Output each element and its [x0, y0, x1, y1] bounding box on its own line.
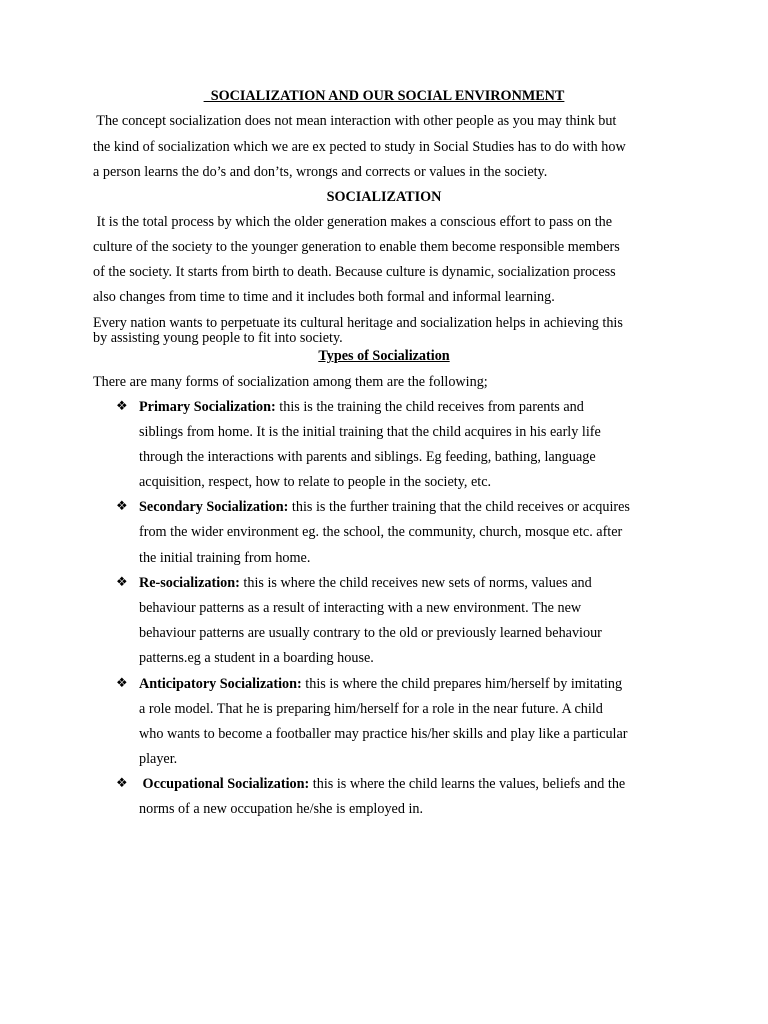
type-description-line: the initial training from home. [139, 550, 311, 566]
type-description-line: a role model. That he is preparing him/herself for a role in the near future. A child [139, 701, 603, 717]
diamond-bullet-icon: ❖ [116, 575, 128, 590]
type-description: this is the training the child receives from parents and [275, 399, 584, 415]
nation-line: Every nation wants to perpetuate its cultural heritage and socialization helps in achieving this [93, 315, 623, 331]
type-term: Re-socialization: [139, 575, 240, 591]
type-description-line: acquisition, respect, how to relate to people in the society, etc. [139, 474, 492, 490]
definition-line: of the society. It starts from birth to death. Because culture is dynamic, socialization process [93, 264, 616, 280]
type-description: this is the further training that the child receives or acquires [288, 499, 630, 515]
definition-line: culture of the society to the younger generation to enable them become responsible members [93, 239, 620, 255]
intro-line: The concept socialization does not mean interaction with other people as you may think but [93, 113, 617, 129]
type-description: this is where the child prepares him/herself by imitating [301, 676, 623, 692]
diamond-bullet-icon: ❖ [116, 776, 128, 791]
type-term: Anticipatory Socialization: [139, 676, 302, 692]
type-description-line: through the interactions with parents and siblings. Eg feeding, bathing, language [139, 449, 596, 465]
type-term: Occupational Socialization: [139, 776, 310, 792]
type-description-line: patterns.eg a student in a boarding house. [139, 650, 374, 666]
list-item [139, 675, 622, 693]
type-description: this is where the child receives new sets of norms, values and [239, 575, 592, 591]
type-description-line: behaviour patterns are usually contrary to the old or previously learned behaviour [139, 625, 602, 641]
types-intro: There are many forms of socialization among them are the following; [93, 374, 488, 390]
type-description-line: player. [139, 751, 178, 767]
diamond-bullet-icon: ❖ [116, 676, 128, 691]
list-item [139, 498, 630, 516]
type-description-line: norms of a new occupation he/she is employed in. [139, 801, 424, 817]
nation-line: by assisting young people to fit into society. [93, 330, 343, 346]
document-title: SOCIALIZATION AND OUR SOCIAL ENVIRONMENT [203, 88, 565, 104]
type-term: Primary Socialization: [139, 399, 276, 415]
type-description-line: from the wider environment eg. the school, the community, church, mosque etc. after [139, 524, 623, 540]
definition-line: also changes from time to time and it includes both formal and informal learning. [93, 289, 555, 305]
types-heading: Types of Socialization [318, 348, 450, 364]
intro-line: the kind of socialization which we are ex pected to study in Social Studies has to do with how [93, 139, 626, 155]
diamond-bullet-icon: ❖ [116, 499, 128, 514]
intro-line: a person learns the do’s and don’ts, wrongs and corrects or values in the society. [93, 164, 548, 180]
list-item [139, 574, 592, 592]
list-item [139, 775, 625, 793]
definition-line: It is the total process by which the older generation makes a conscious effort to pass on the [93, 214, 613, 230]
type-description-line: behaviour patterns as a result of interacting with a new environment. The new [139, 600, 582, 616]
diamond-bullet-icon: ❖ [116, 399, 128, 414]
type-description: this is where the child learns the values, beliefs and the [309, 776, 626, 792]
list-item [139, 398, 584, 416]
type-description-line: who wants to become a footballer may practice his/her skills and play like a particular [139, 726, 628, 742]
type-description-line: siblings from home. It is the initial training that the child acquires in his early life [139, 424, 601, 440]
section-heading: SOCIALIZATION [326, 189, 442, 205]
type-term: Secondary Socialization: [139, 499, 289, 515]
